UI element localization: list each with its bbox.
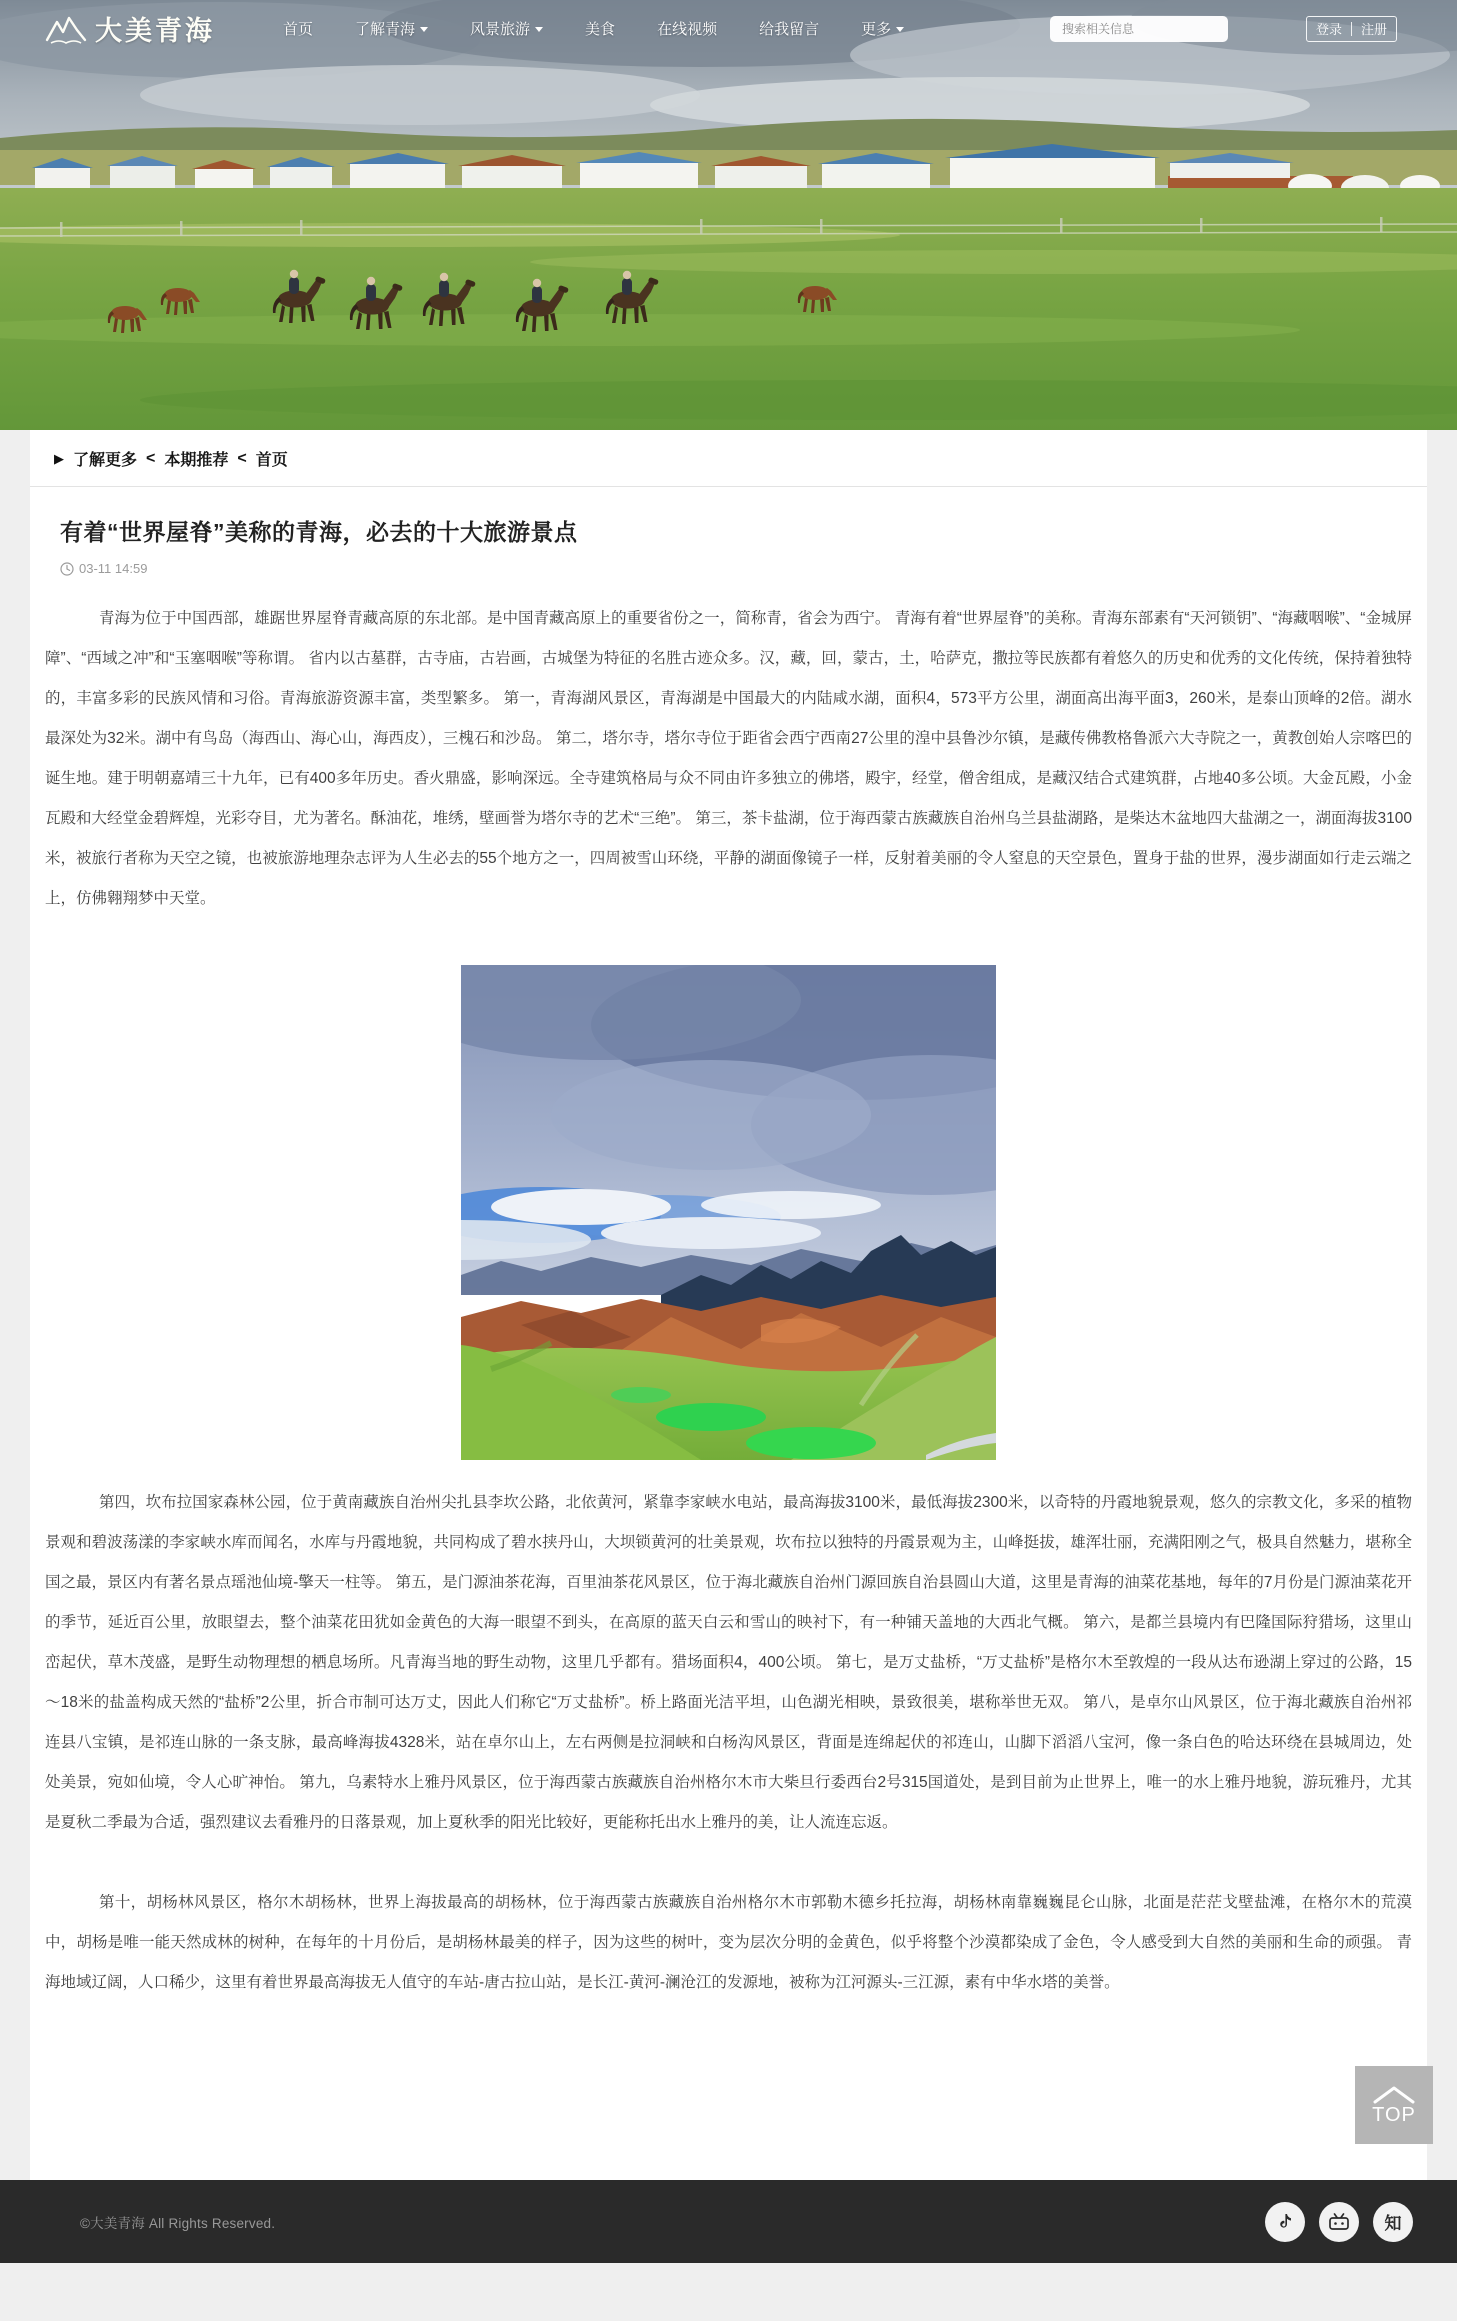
zhihu-icon[interactable] bbox=[1373, 2202, 1413, 2242]
article-paragraph: 第四，坎布拉国家森林公园，位于黄南藏族自治州尖扎县李坎公路，北依黄河，紧靠李家峡水电站，最高海拔3100米，最低海拔2300米，以奇特的丹霞地貌景观，悠久的宗教文化，多采的植物景观和碧波荡漾的李家峡水库而闻名，水库与丹霞地貌，共同构成了碧水挟丹山，大坝锁黄河的壮美景观，坎布拉以独特的丹霞景观为主，山峰挺拔，雄浑壮丽，充满阳刚之气，极具自然魅力，堪称全国之最，景区内有著名景点瑶池仙境-擎天一柱等。 第五，是门源油茶花海，百里油茶花风景区，位于海北藏族自治州门源回族自治县圆山大道，这里是青海的油菜花基地，每年的7月份是门源油菜花开的季节，延近百公里，放眼望去，整个油菜花田犹如金黄色的大海一眼望不到头，在高原的蓝天白云和雪山的映衬下，有一种铺天盖地的大西北气概。 第六，是都兰县境内有巴隆国际狩猎场，这里山峦起伏，草木茂盛，是野生动物理想的栖息场所。凡青海当地的野生动物，这里几乎都有。猎场面积4，400公顷。 第七，是万丈盐桥，“万丈盐桥”是格尔木至敦煌的一段从达布逊湖上穿过的公路，15～18米的盐盖构成天然的“盐桥”2公里，折合市制可达万丈，因此人们称它“万丈盐桥”。桥上路面光洁平坦，山色湖光相映，景致很美，堪称举世无双。 第八，是卓尔山风景区，位于海北藏族自治州祁连县八宝镇，是祁连山脉的一条支脉，最高峰海拔4328米，站在卓尔山上，左右两侧是拉洞峡和白杨沟风景区，背面是连绵起伏的祁连山，山脚下滔滔八宝河，像一条白色的哈达环绕在县城周边，处处美景，宛如仙境，令人心旷神怡。 第九，乌素特水上雅丹风景区，位于海西蒙古族藏族自治州格尔木市大柴旦行委西台2号315国道处，是到目前为止世界上，唯一的水上雅丹地貌，游玩雅丹，尤其是夏秋二季最为合适，强烈建议去看雅丹的日落景观，加上夏秋季的阳光比较好，更能称托出水上雅丹的美，让人流连忘返。 bbox=[45, 1494, 1412, 1831]
chevron-down-icon bbox=[896, 27, 904, 32]
search-input[interactable] bbox=[1050, 16, 1228, 42]
article-date: 03-11 14:59 bbox=[79, 561, 148, 576]
social-links bbox=[1265, 2202, 1413, 2242]
article-date-row bbox=[60, 561, 1412, 576]
breadcrumb-item-home[interactable]: 首页 bbox=[255, 452, 288, 469]
breadcrumb-separator: < bbox=[237, 449, 247, 467]
top-button-label: TOP bbox=[1372, 2103, 1416, 2126]
back-to-top-button[interactable] bbox=[1355, 2066, 1433, 2144]
breadcrumb-item-learn-more[interactable]: 了解更多 bbox=[73, 452, 138, 469]
clock-icon bbox=[60, 562, 74, 576]
nav-item-home[interactable]: 首页 bbox=[283, 21, 314, 38]
footer bbox=[0, 2180, 1457, 2263]
hero-image bbox=[0, 0, 1457, 430]
hero-grassland-scene bbox=[0, 0, 1457, 430]
nav-item-about-qinghai[interactable]: 了解青海 bbox=[355, 18, 428, 39]
chevron-down-icon bbox=[420, 27, 428, 32]
register-button[interactable]: 注册 bbox=[1360, 22, 1387, 37]
tiktok-icon[interactable] bbox=[1265, 2202, 1305, 2242]
article-title: 有着“世界屋脊”美称的青海，必去的十大旅游景点 bbox=[60, 519, 578, 545]
bilibili-icon[interactable] bbox=[1319, 2202, 1359, 2242]
content-area bbox=[0, 430, 1457, 2180]
login-button[interactable]: 登录 bbox=[1315, 22, 1342, 37]
nav-item-online-video[interactable]: 在线视频 bbox=[657, 21, 718, 38]
breadcrumb-item-recommend[interactable]: 本期推荐 bbox=[164, 452, 229, 469]
breadcrumb bbox=[30, 430, 1427, 487]
logo-text: 大美青海 bbox=[95, 16, 215, 46]
article-image bbox=[461, 965, 996, 1460]
zhihu-glyph: 知 bbox=[1384, 2214, 1402, 2233]
chevron-up-icon bbox=[1371, 2084, 1417, 2104]
top-navigation-bar bbox=[0, 0, 1457, 57]
main-nav bbox=[283, 18, 904, 39]
copyright-text: ©大美青海 All Rights Reserved. bbox=[80, 2215, 276, 2231]
auth-buttons bbox=[1306, 16, 1397, 42]
nav-item-leave-message[interactable]: 给我留言 bbox=[759, 21, 820, 38]
nav-item-scenery-travel[interactable]: 风景旅游 bbox=[470, 18, 543, 39]
article-card bbox=[30, 430, 1427, 2180]
breadcrumb-separator: < bbox=[146, 449, 156, 467]
mountain-logo-icon bbox=[45, 14, 87, 44]
chevron-down-icon bbox=[535, 27, 543, 32]
article-paragraph: 青海为位于中国西部，雄踞世界屋脊青藏高原的东北部。是中国青藏高原上的重要省份之一，简称青，省会为西宁。 青海有着“世界屋脊”的美称。青海东部素有“天河锁钥”、“海藏咽喉”、“金城屏障”、“西域之冲”和“玉塞咽喉”等称谓。 省内以古墓群，古寺庙，古岩画，古城堡为特征的名胜古迹众多。汉，藏，回，蒙古，土，哈萨克，撒拉等民族都有着悠久的历史和优秀的文化传统，保持着独特的，丰富多彩的民族风情和习俗。青海旅游资源丰富，类型繁多。 第一，青海湖风景区，青海湖是中国最大的内陆咸水湖，面积4，573平方公里，湖面高出海平面3，260米，是泰山顶峰的2倍。湖水最深处为32米。湖中有鸟岛（海西山、海心山，海西皮），三槐石和沙岛。 第二，塔尔寺，塔尔寺位于距省会西宁西南27公里的湟中县鲁沙尔镇，是藏传佛教格鲁派六大寺院之一，黄教创始人宗喀巴的诞生地。建于明朝嘉靖三十九年，已有400多年历史。香火鼎盛，影响深远。全寺建筑格局与众不同由许多独立的佛塔，殿宇，经堂，僧舍组成，是藏汉结合式建筑群，占地40多公顷。大金瓦殿，小金瓦殿和大经堂金碧辉煌，光彩夺目，尤为著名。酥油花，堆绣，壁画誉为塔尔寺的艺术“三绝”。 第三，茶卡盐湖，位于海西蒙古族藏族自治州乌兰县盐湖路，是柴达木盆地四大盐湖之一，湖面海拔3100米，被旅行者称为天空之镜，也被旅游地理杂志评为人生必去的55个地方之一，四周被雪山环绕，平静的湖面像镜子一样，反射着美丽的令人窒息的天空景色，置身于盐的世界，漫步湖面如行走云端之上，仿佛翱翔梦中天堂。 bbox=[45, 610, 1412, 907]
article bbox=[30, 514, 1427, 2003]
site-logo[interactable] bbox=[45, 9, 215, 48]
breadcrumb-arrow-icon: ▶ bbox=[54, 450, 64, 466]
mountain-landscape-image bbox=[461, 965, 996, 1460]
nav-item-food[interactable]: 美食 bbox=[585, 21, 616, 38]
article-paragraph: 第十，胡杨林风景区，格尔木胡杨林，世界上海拔最高的胡杨林，位于海西蒙古族藏族自治州格尔木市郭勒木德乡托拉海，胡杨林南靠巍巍昆仑山脉，北面是茫茫戈壁盐滩，在格尔木的荒漠中，胡杨是唯一能天然成林的树种，在每年的十月份后，是胡杨林最美的样子，因为这些的树叶，变为层次分明的金黄色，似乎将整个沙漠都染成了金色，令人感受到大自然的美丽和生命的顽强。 青海地域辽阔，人口稀少，这里有着世界最高海拔无人值守的车站-唐古拉山站，是长江-黄河-澜沧江的发源地，被称为江河源头-三江源，素有中华水塔的美誉。 bbox=[45, 1894, 1412, 1991]
nav-item-more[interactable]: 更多 bbox=[861, 18, 904, 39]
